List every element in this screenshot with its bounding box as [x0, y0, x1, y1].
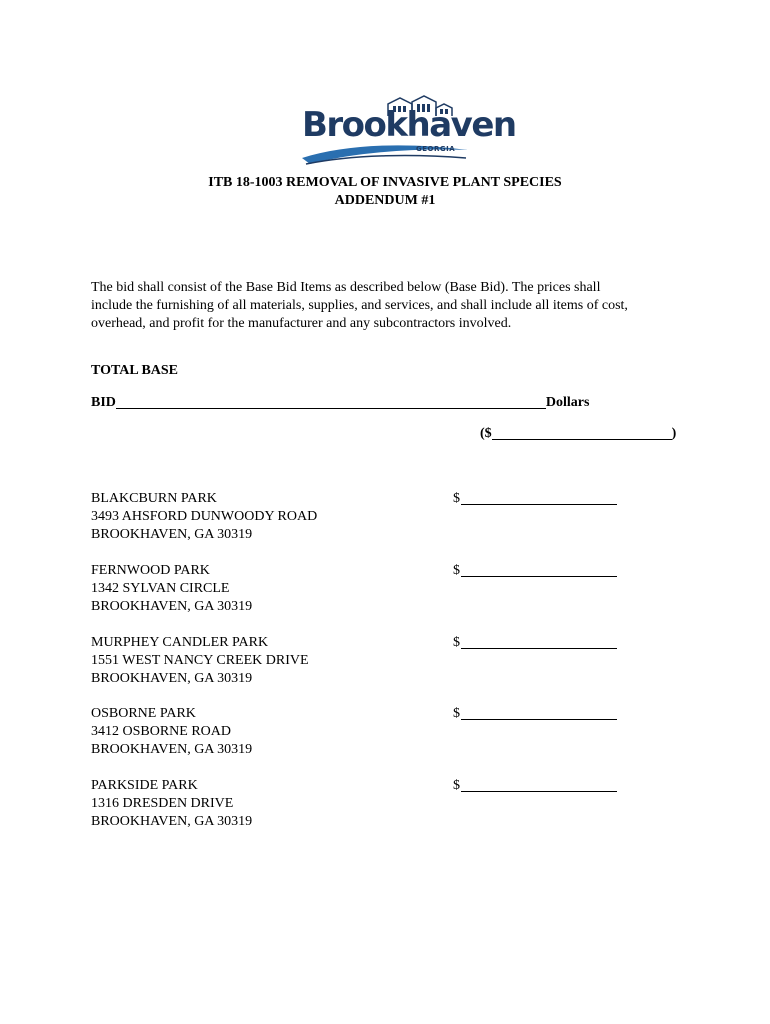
park-entry	[91, 562, 391, 616]
amount-close: )	[671, 426, 677, 441]
park-city: BROOKHAVEN, GA 30319	[91, 599, 253, 614]
intro-line: The bid shall consist of the Base Bid Items as described below (Base Bid). The prices shall	[91, 280, 601, 295]
park-name: PARKSIDE PARK	[91, 778, 198, 793]
park-price-field[interactable]	[461, 777, 617, 792]
park-entry	[91, 490, 391, 544]
park-price-row	[453, 634, 617, 652]
park-price-row	[453, 562, 617, 580]
park-entry	[91, 705, 391, 759]
currency-symbol: $	[453, 491, 460, 506]
bid-prefix: BID	[91, 395, 116, 410]
park-address: 1316 DRESDEN DRIVE	[91, 796, 234, 811]
park-price-row	[453, 777, 617, 795]
total-bid-row	[91, 394, 589, 412]
park-name: FERNWOOD PARK	[91, 563, 210, 578]
park-name: OSBORNE PARK	[91, 706, 196, 721]
park-city: BROOKHAVEN, GA 30319	[91, 814, 253, 829]
park-address: 3493 AHSFORD DUNWOODY ROAD	[91, 509, 318, 524]
park-name: MURPHEY CANDLER PARK	[91, 635, 269, 650]
park-city: BROOKHAVEN, GA 30319	[91, 742, 253, 757]
park-address: 1551 WEST NANCY CREEK DRIVE	[91, 653, 309, 668]
park-price-field[interactable]	[461, 562, 617, 577]
document-title: ITB 18-1003 REMOVAL OF INVASIVE PLANT SPECIES	[208, 175, 562, 190]
intro-paragraph	[91, 279, 691, 333]
park-name: BLAKCBURN PARK	[91, 491, 217, 506]
intro-line: include the furnishing of all materials, supplies, and services, and shall include all items of cost,	[91, 298, 628, 313]
bid-suffix: Dollars	[545, 395, 590, 410]
document-subtitle: ADDENDUM #1	[334, 193, 436, 208]
intro-line: overhead, and profit for the manufacturer and any subcontractors involved.	[91, 316, 512, 331]
total-amount-field[interactable]	[492, 425, 672, 440]
amount-open: ($	[480, 426, 492, 441]
park-price-field[interactable]	[461, 705, 617, 720]
total-amount-row	[480, 425, 676, 443]
park-entry	[91, 777, 391, 831]
currency-symbol: $	[453, 706, 460, 721]
park-entry	[91, 634, 391, 688]
park-city: BROOKHAVEN, GA 30319	[91, 527, 253, 542]
logo-subtitle: GEORGIA	[416, 145, 456, 153]
park-address: 3412 OSBORNE ROAD	[91, 724, 232, 739]
brookhaven-logo	[296, 92, 516, 172]
bid-words-field[interactable]	[116, 394, 546, 409]
park-price-field[interactable]	[461, 490, 617, 505]
park-price-field[interactable]	[461, 634, 617, 649]
currency-symbol: $	[453, 635, 460, 650]
currency-symbol: $	[453, 778, 460, 793]
park-address: 1342 SYLVAN CIRCLE	[91, 581, 230, 596]
park-price-row	[453, 705, 617, 723]
logo-wordmark: Brookhaven	[302, 105, 516, 145]
park-price-row	[453, 490, 617, 508]
park-city: BROOKHAVEN, GA 30319	[91, 671, 253, 686]
total-base-label: TOTAL BASE	[91, 363, 179, 378]
currency-symbol: $	[453, 563, 460, 578]
